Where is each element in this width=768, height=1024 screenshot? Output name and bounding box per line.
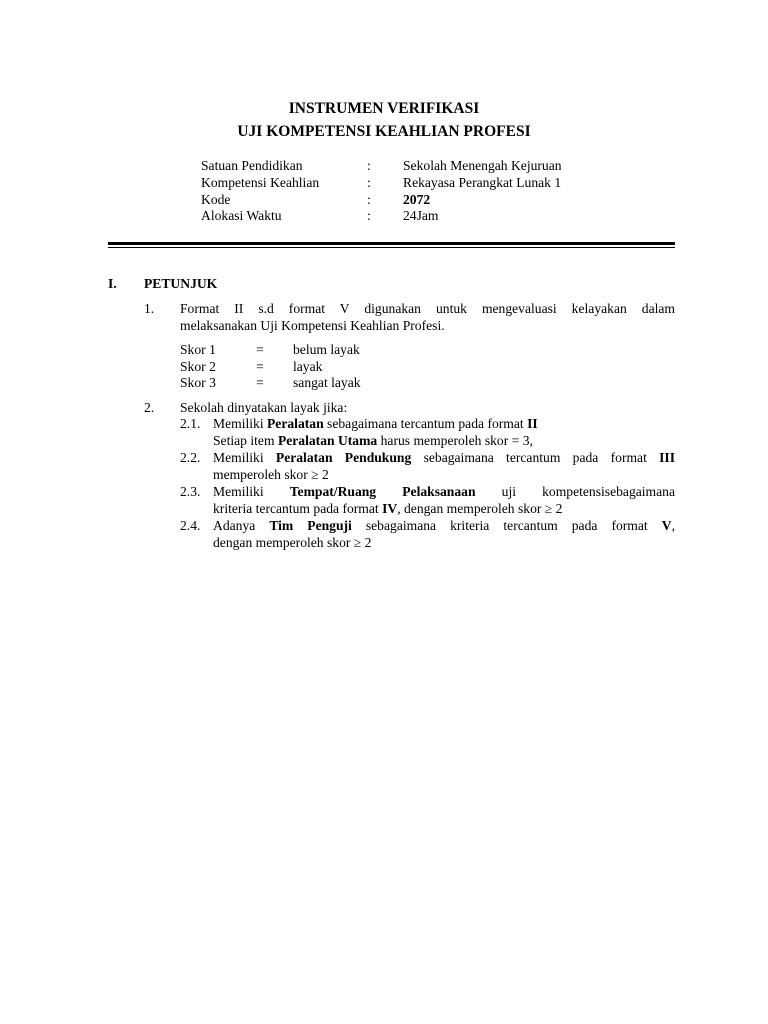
subitem-2-4-number: 2.4.: [180, 518, 201, 533]
subitem-2-2-line1: [213, 450, 675, 467]
text: , dengan memperoleh skor ≥ 2: [397, 501, 563, 516]
subitem-2-1-line2: [213, 433, 533, 450]
score-meaning: belum layak: [293, 342, 360, 357]
text: sebagaimana tercantum pada format: [323, 416, 528, 431]
info-colon: :: [367, 158, 371, 173]
bold-term: V: [661, 518, 672, 533]
score-label: Skor 1: [180, 342, 216, 357]
info-label: Alokasi Waktu: [201, 208, 282, 223]
score-meaning: layak: [293, 359, 323, 374]
section-number: I.: [108, 276, 117, 291]
info-label: Satuan Pendidikan: [201, 158, 303, 173]
info-value: 24Jam: [403, 208, 439, 223]
bold-term: Peralatan Utama: [277, 433, 378, 448]
info-value: Rekayasa Perangkat Lunak 1: [403, 175, 562, 190]
bold-term: IV: [382, 501, 398, 516]
info-row-alokasi-waktu: [0, 208, 768, 225]
info-row-satuan-pendidikan: [0, 158, 768, 175]
item-2-intro: Sekolah dinyatakan layak jika:: [180, 400, 348, 415]
text: ,: [671, 518, 675, 533]
bold-term: Tim Penguji: [269, 518, 352, 533]
header-divider-thin: [108, 247, 675, 248]
header-divider-thick: [108, 242, 675, 245]
score-equals: =: [256, 359, 264, 374]
score-meaning: sangat layak: [293, 375, 361, 390]
score-label: Skor 2: [180, 359, 216, 374]
subitem-2-3-number: 2.3.: [180, 484, 201, 499]
section-title: PETUNJUK: [144, 276, 218, 291]
text: sebagaimana tercantum pada format: [411, 450, 660, 465]
info-row-kode: [0, 192, 768, 209]
subitem-2-3-line2: [213, 501, 562, 518]
text: uji kompetensisebagaimana: [475, 484, 675, 499]
bold-term: II: [527, 416, 538, 431]
subitem-2-2-number: 2.2.: [180, 450, 201, 465]
info-colon: :: [367, 175, 371, 190]
info-colon: :: [367, 208, 371, 223]
subitem-2-4-line2: dengan memperoleh skor ≥ 2: [213, 535, 372, 550]
subitem-2-4-line1: [213, 518, 675, 535]
text: Memiliki: [213, 450, 276, 465]
text: Adanya: [213, 518, 270, 533]
score-row-1: [0, 342, 768, 359]
bold-term: Peralatan Pendukung: [275, 450, 412, 465]
item-1-text-line1: Format II s.d format V digunakan untuk mengevaluasi kelayakan dalam: [180, 301, 675, 316]
text: harus memperoleh skor = 3,: [377, 433, 533, 448]
text: kriteria tercantum pada format: [213, 501, 383, 516]
item-1-text-line2: melaksanakan Uji Kompetensi Keahlian Profesi.: [180, 318, 445, 333]
score-row-3: [0, 375, 768, 392]
bold-term: Tempat/Ruang Pelaksanaan: [289, 484, 476, 499]
document-title-line2: UJI KOMPETENSI KEAHLIAN PROFESI: [237, 123, 531, 140]
subitem-2-3-line1: [213, 484, 675, 501]
score-equals: =: [256, 375, 264, 390]
subitem-2-2-line2: memperoleh skor ≥ 2: [213, 467, 329, 482]
item-1-number: 1.: [144, 301, 155, 316]
score-label: Skor 3: [180, 375, 216, 390]
text: Setiap item: [213, 433, 278, 448]
bold-term: III: [659, 450, 676, 465]
info-value: Sekolah Menengah Kejuruan: [403, 158, 562, 173]
subitem-2-1-line1: [213, 416, 538, 433]
info-row-kompetensi-keahlian: [0, 175, 768, 192]
info-colon: :: [367, 192, 371, 207]
info-label: Kompetensi Keahlian: [201, 175, 320, 190]
score-row-2: [0, 359, 768, 376]
bold-term: Peralatan: [267, 416, 324, 431]
text: Memiliki: [213, 484, 290, 499]
info-value: 2072: [403, 192, 431, 207]
item-2-number: 2.: [144, 400, 155, 415]
info-label: Kode: [201, 192, 231, 207]
text: Memiliki: [213, 416, 267, 431]
subitem-2-1-number: 2.1.: [180, 416, 201, 431]
text: sebagaimana kriteria tercantum pada format: [351, 518, 662, 533]
score-equals: =: [256, 342, 264, 357]
document-title-line1: INSTRUMEN VERIFIKASI: [288, 100, 480, 117]
